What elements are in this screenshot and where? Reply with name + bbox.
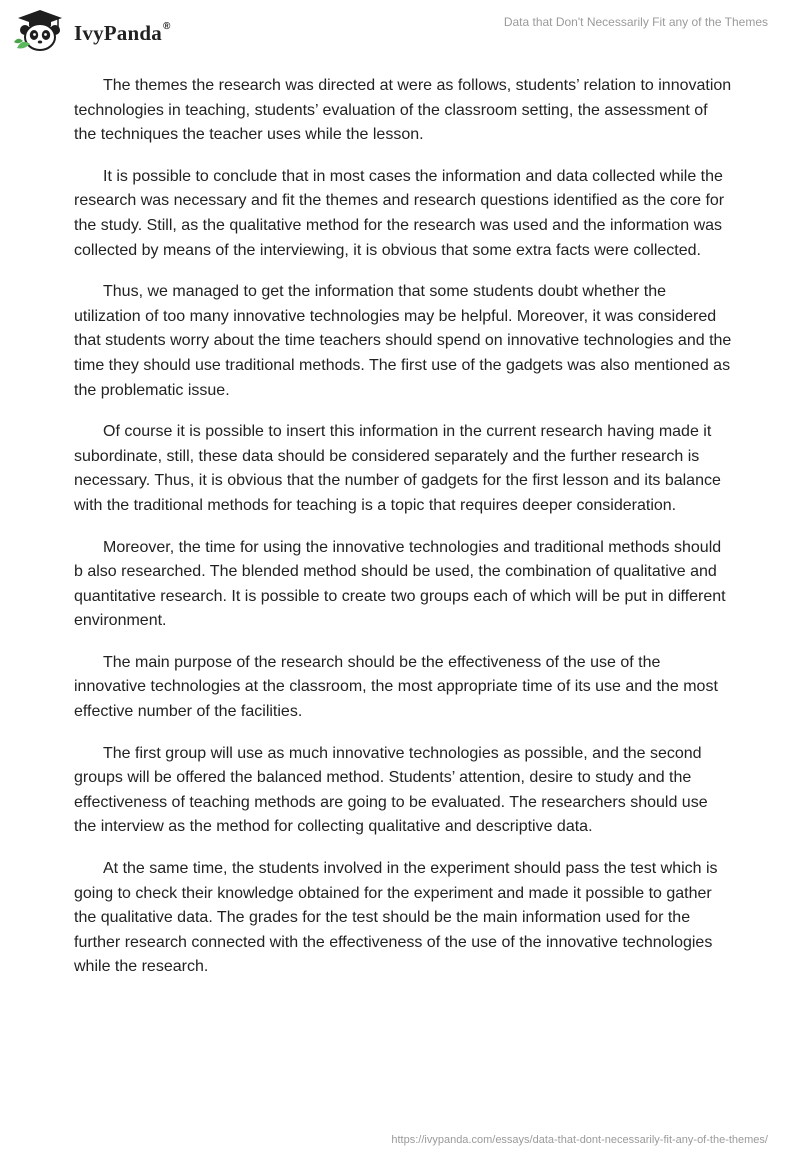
brand-name: IvyPanda® xyxy=(74,20,171,45)
panda-graduate-icon xyxy=(14,8,66,52)
paragraph: The first group will use as much innovative technologies as possible, and the second groups will be offered the balanced method. Students’ attention, desire to study and the effectiveness of teaching methods are going to be evaluated. The researchers should use the interview as the method for collecting qualitative and descriptive data. xyxy=(74,744,708,836)
article-body xyxy=(74,74,734,997)
document-title: Data that Don't Necessarily Fit any of the Themes xyxy=(503,15,768,29)
paragraph: At the same time, the students involved in the experiment should pass the test which is going to check their knowledge obtained for the experiment and made it possible to gather the qualitative data. The grades for the test should be the main information used for the further research connected with the effectiveness of the use of the innovative technologies while the research. xyxy=(74,860,718,976)
paragraph: The main purpose of the research should be the effectiveness of the use of the innovative technologies at the classroom, the most appropriate time of its use and the most effective number of the facilities. xyxy=(74,653,718,721)
paragraph: Of course it is possible to insert this information in the current research having made it subordinate, still, these data should be considered separately and the further research is necessary. Thus, it is obvious that the number of gadgets for the first lesson and its balance with the traditional methods for teaching is a topic that requires deeper consideration. xyxy=(74,423,721,514)
paragraph: Thus, we managed to get the information that some students doubt whether the utilization of too many innovative technologies may be helpful. Moreover, it was considered that students worry about the time teachers should spend on innovative technologies and the time they should use traditional methods. The first use of the gadgets was also mentioned as the problematic issue. xyxy=(74,283,732,399)
page-header xyxy=(0,0,800,64)
paragraph: Moreover, the time for using the innovative technologies and traditional methods should b also researched. The blended method should be used, the combination of qualitative and quantitative research. It is possible to create two groups each of which will be put in different environment. xyxy=(74,538,726,630)
paragraph: The themes the research was directed at were as follows, students’ relation to innovation technologies in teaching, students’ evaluation of the classroom setting, the assessment of the techniques the teacher uses while the lesson. xyxy=(74,77,732,144)
paragraph: It is possible to conclude that in most cases the information and data collected while the research was necessary and fit the themes and research questions identified as the core for the study. Still, as the qualitative method for the research was used and the information was collected by means of the interviewing, it is obvious that some extra facts were collected. xyxy=(74,167,725,259)
source-url[interactable]: https://ivypanda.com/essays/data-that-dont-necessarily-fit-any-of-the-themes/ xyxy=(391,1134,768,1146)
brand-logo[interactable] xyxy=(14,8,171,52)
